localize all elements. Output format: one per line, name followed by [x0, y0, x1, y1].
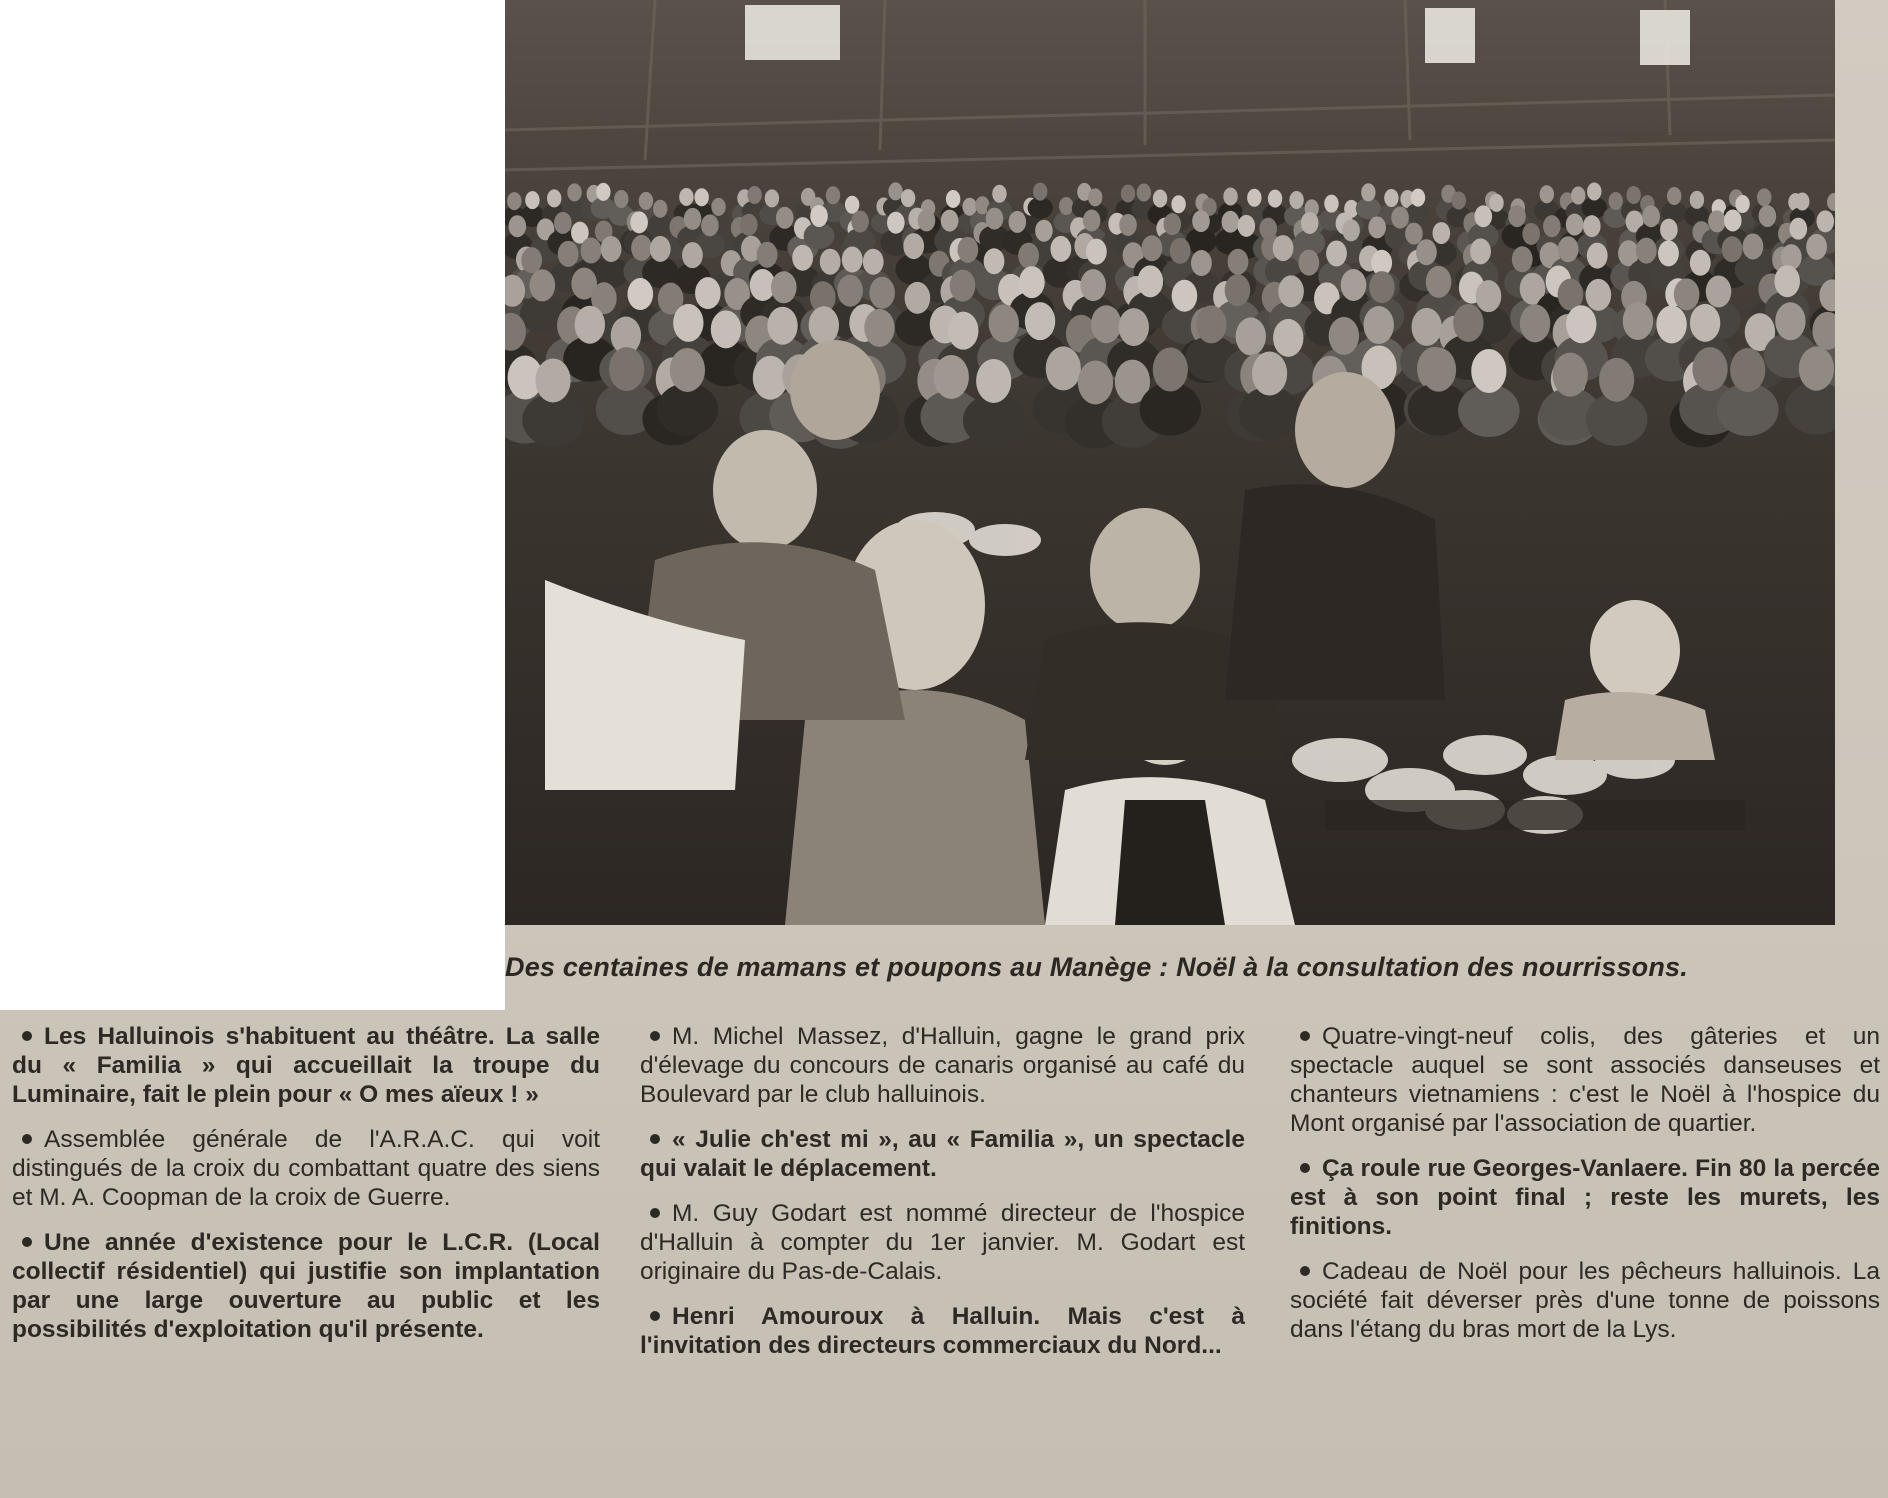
bullet-icon: [650, 1134, 660, 1144]
bullet-icon: [1300, 1266, 1310, 1276]
news-brief-text: Les Halluinois s'habituent au théâtre. La salle du « Familia » qui accueillait la troupe du Luminaire, fait le plein pour « O mes aïeux ! »: [12, 1023, 600, 1108]
news-brief: [1290, 1022, 1880, 1138]
bullet-icon: [22, 1237, 32, 1247]
news-brief: [640, 1022, 1245, 1109]
news-column-2: [640, 1022, 1245, 1376]
news-brief-text: Quatre-vingt-neuf colis, des gâteries et un spectacle auquel se sont associés danseuses et chanteurs vietnamiens : c'est le Noël à l'hospice du Mont organisé par l'association de quartier.: [1290, 1023, 1880, 1137]
news-brief-text: M. Michel Massez, d'Halluin, gagne le grand prix d'élevage du concours de canaris organisé au café du Boulevard par le club halluinois.: [640, 1023, 1245, 1108]
crowd-photo: [505, 0, 1835, 925]
photo-caption: Des centaines de mamans et poupons au Manège : Noël à la consultation des nourrissons.: [505, 952, 1688, 982]
news-brief-text: « Julie ch'est mi », au « Familia », un spectacle qui valait le déplacement.: [640, 1126, 1245, 1182]
news-brief: [12, 1125, 600, 1212]
blank-margin: [0, 0, 505, 1010]
news-brief-text: Ça roule rue Georges-Vanlaere. Fin 80 la percée est à son point final ; reste les murets, les finitions.: [1290, 1155, 1880, 1240]
news-brief: [12, 1022, 600, 1109]
news-brief: [640, 1199, 1245, 1286]
bullet-icon: [1300, 1031, 1310, 1041]
news-column-3: [1290, 1022, 1880, 1360]
news-brief: [640, 1125, 1245, 1183]
crowd-photo-image: [505, 0, 1835, 925]
bullet-icon: [22, 1031, 32, 1041]
news-brief-text: Cadeau de Noël pour les pêcheurs halluinois. La société fait déverser près d'une tonne de poissons dans l'étang du bras mort de la Lys.: [1290, 1258, 1880, 1343]
bullet-icon: [22, 1134, 32, 1144]
news-brief: [640, 1302, 1245, 1360]
bullet-icon: [1300, 1163, 1310, 1173]
news-column-1: [12, 1022, 600, 1360]
news-brief: [12, 1228, 600, 1344]
crowd: [505, 182, 1835, 448]
news-brief: [1290, 1154, 1880, 1241]
bullet-icon: [650, 1311, 660, 1321]
news-brief-text: Assemblée générale de l'A.R.A.C. qui voit distingués de la croix du combattant quatre des siens et M. A. Coopman de la croix de Guerre.: [12, 1126, 600, 1211]
news-brief-text: M. Guy Godart est nommé directeur de l'hospice d'Halluin à compter du 1er janvier. M. Godart est originaire du Pas-de-Calais.: [640, 1200, 1245, 1285]
bullet-icon: [650, 1208, 660, 1218]
news-brief-text: Une année d'existence pour le L.C.R. (Local collectif résidentiel) qui justifie son implantation par une large ouverture au public et les possibilités d'exploitation qu'il présente.: [12, 1229, 600, 1343]
news-brief: [1290, 1257, 1880, 1344]
news-brief-text: Henri Amouroux à Halluin. Mais c'est à l'invitation des directeurs commerciaux du Nord...: [640, 1303, 1245, 1359]
bullet-icon: [650, 1031, 660, 1041]
